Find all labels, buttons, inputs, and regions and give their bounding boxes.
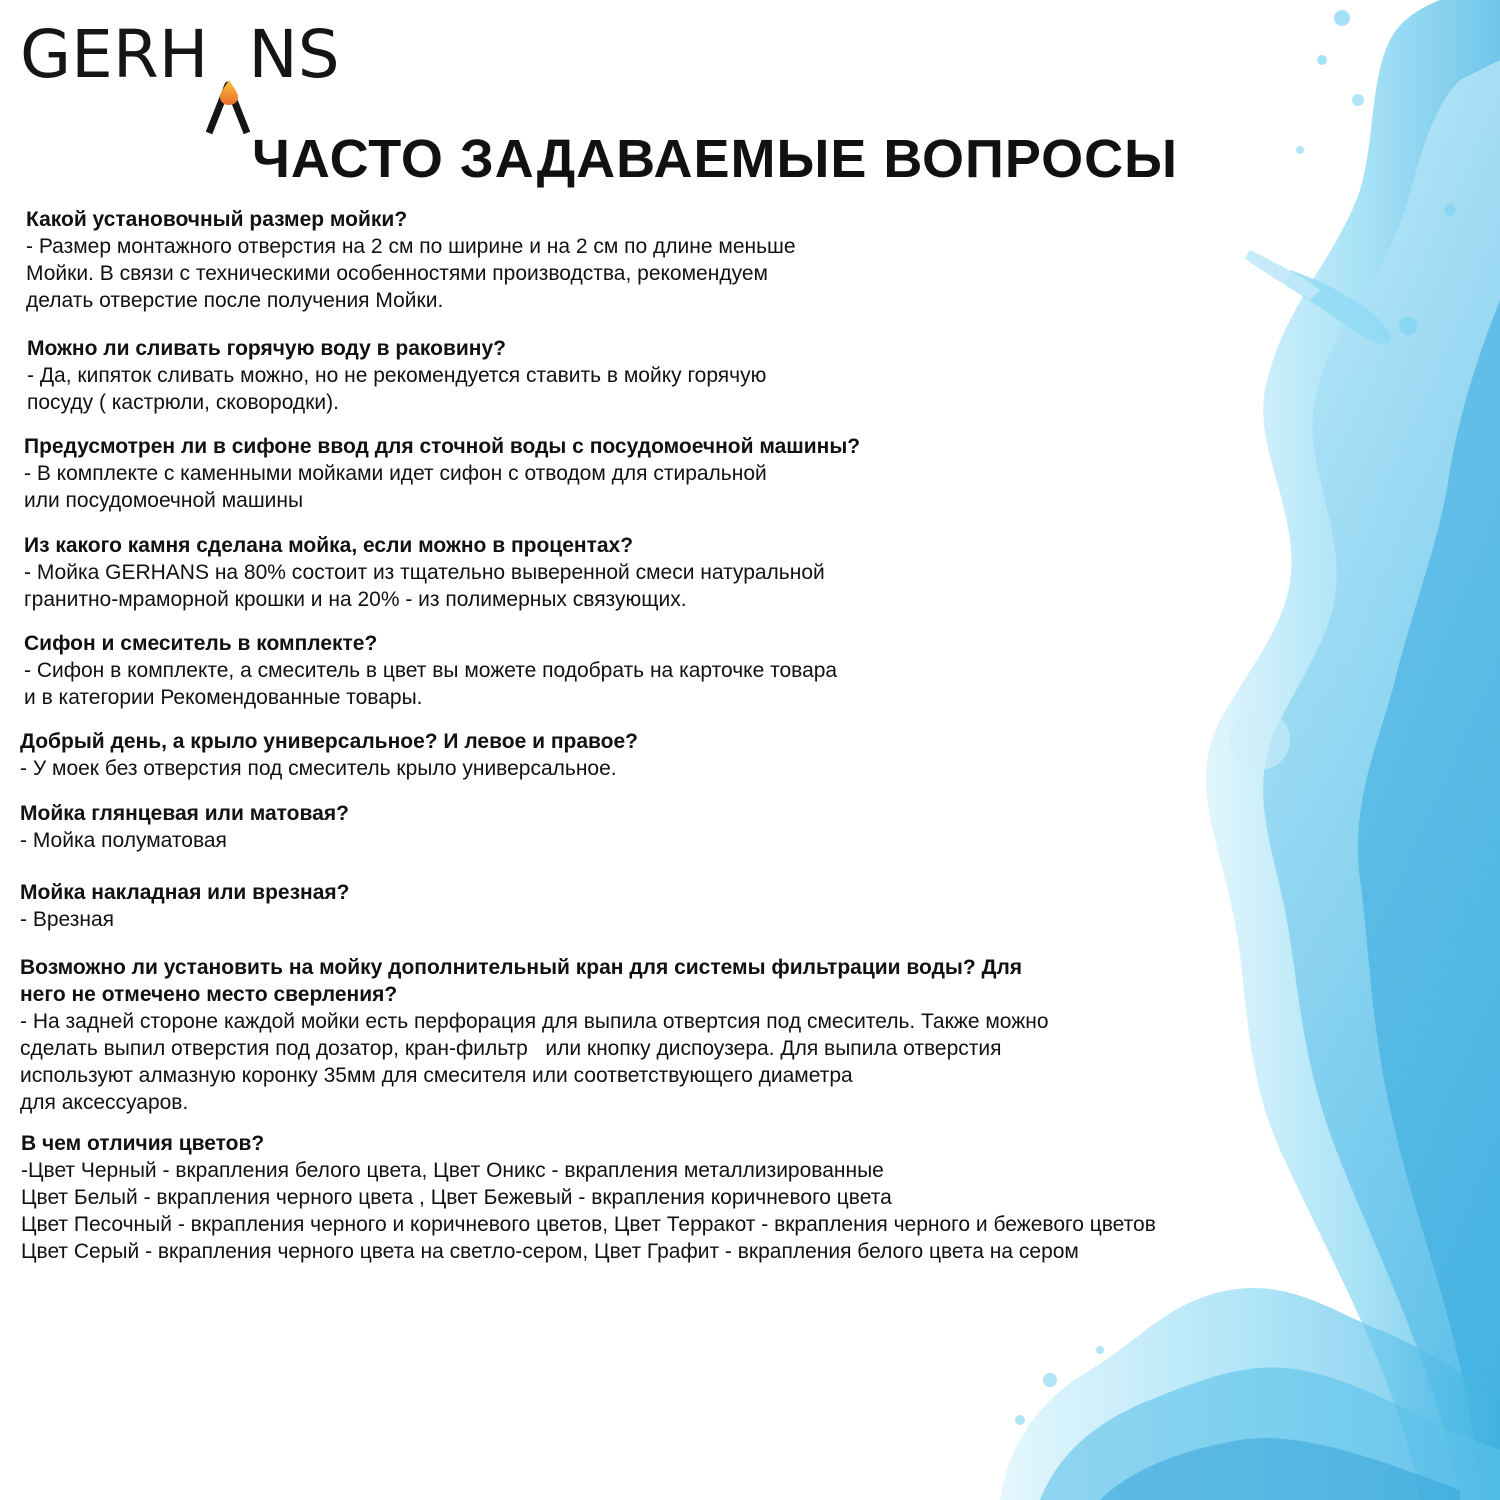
faq-answer: - У моек без отверстия под смеситель крыло универсальное. [20,757,617,780]
faq-answer: - Врезная [20,908,115,931]
faq-answer: - В комплекте с каменными мойками идет сифон с отводом для стиральной или посудомоечной машины [24,462,767,512]
faq-answer: - Размер монтажного отверстия на 2 см по ширине и на 2 см по длине меньше Мойки. В связи с техническими особенностями производства, рекомендуем делать отверстие после получения Мойки. [26,235,796,312]
faq-question: В чем отличия цветов? [21,1132,265,1155]
flame-drop-icon [216,78,242,106]
faq-question: Добрый день, а крыло универсальное? И левое и правое? [20,730,638,753]
page-title: ЧАСТО ЗАДАВАЕМЫЕ ВОПРОСЫ [251,129,1179,189]
faq-item-8 [20,879,1300,933]
faq-item-10 [21,1130,1301,1265]
faq-item-7 [20,800,1300,854]
brand-logo [20,16,340,93]
faq-question: Из какого камня сделана мойка, если можно в процентах? [24,534,634,557]
faq-answer: - Мойка GERHANS на 80% состоит из тщательно выверенной смеси натуральной гранитно-мраморной крошки и на 20% - из полимерных связующих. [24,561,825,611]
faq-answer: - Мойка полуматовая [20,829,227,852]
faq-answer: - На задней стороне каждой мойки есть перфорация для выпила отвертсия под смеситель. Также можно сделать выпил отверстия под дозатор, кран-фильтр или кнопку диспоузера. Для выпила отверстия используют алмазную коронку 35мм для смесителя или соответствующего диаметра для аксессуаров. [20,1010,1049,1114]
faq-question: Мойка глянцевая или матовая? [20,802,349,825]
faq-item-4 [24,532,1304,613]
faq-item-6 [20,728,1300,782]
faq-question: Возможно ли установить на мойку дополнительный кран для системы фильтрации воды? Для него не отмечено место сверления? [20,956,1023,1006]
faq-item-5 [24,630,1304,711]
faq-answer: - Да, кипяток сливать можно, но не рекомендуется ставить в мойку горячую посуду ( кастрюли, сковородки). [27,364,767,414]
faq-answer: - Сифон в комплекте, а смеситель в цвет вы можете подобрать на карточке товара и в категории Рекомендованные товары. [24,659,838,709]
faq-answer: -Цвет Черный - вкрапления белого цвета, Цвет Оникс - вкрапления металлизированные Цвет Белый - вкрапления черного цвета , Цвет Бежевый - вкрапления коричневого цвета Цвет Песочный - вкрапления черного и коричневого цветов, Цвет Терракот - вкрапления черного и бежевого цветов Цвет Серый - вкрапления черного цвета на светло-сером, Цвет Графит - вкрапления белого цвета на сером [21,1159,1156,1263]
logo-text: GERH NS [20,22,340,88]
faq-question: Мойка накладная или врезная? [20,881,350,904]
faq-item-1 [26,206,1306,314]
faq-item-2 [27,335,1307,416]
faq-question: Сифон и смеситель в комплекте? [24,632,378,655]
faq-item-9 [20,954,1300,1116]
faq-question: Можно ли сливать горячую воду в раковину? [27,337,506,360]
faq-question: Предусмотрен ли в сифоне ввод для сточной воды с посудомоечной машины? [24,435,861,458]
faq-question: Какой установочный размер мойки? [26,208,408,231]
faq-item-3 [24,433,1304,514]
